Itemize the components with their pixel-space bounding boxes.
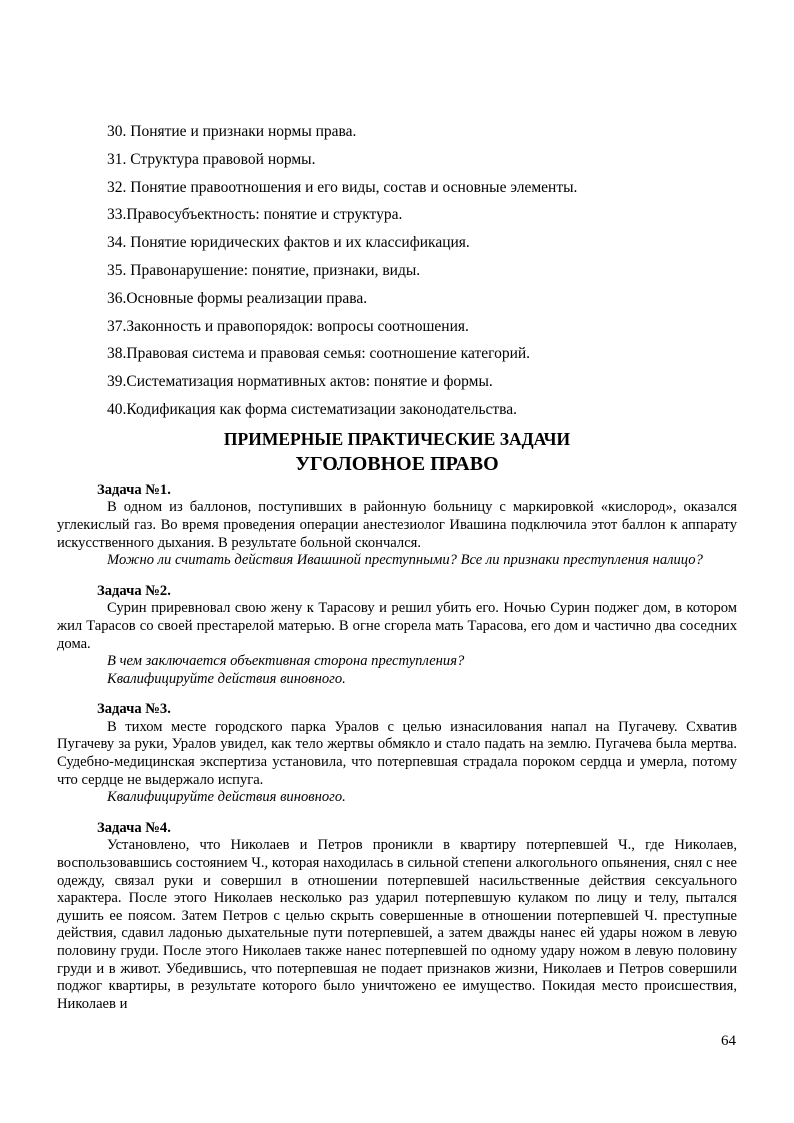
list-item: 38.Правовая система и правовая семья: соотношение категорий. [107,345,531,363]
task-question: В чем заключается объективная сторона преступления? [107,653,465,670]
task-title: Задача №1. [97,481,171,498]
task-question: Квалифицируйте действия виновного. [107,789,346,806]
task-story: Сурин приревновал свою жену к Тарасову и решил убить его. Ночью Сурин поджег дом, в котором жил Тарасов со своей престарелой матерью. В огне сгорела мать Тарасова, его дом и частично два соседних дома. [57,600,737,652]
task-story: В тихом месте городского парка Уралов с целью изнасилования напал на Пугачеву. Схватив Пугачеву за руки, Уралов увидел, как тело жертвы обмякло и стало падать на землю. Пугачева была мертва. Судебно-медицинская экспертиза установила, что потерпевшая страдала пороком сердца и умерла, потому что сердце не выдержало испуга. [57,718,737,788]
task-1 [57,482,737,570]
section-heading: ПРИМЕРНЫЕ ПРАКТИЧЕСКИЕ ЗАДАЧИ [223,428,571,449]
list-item: 30. Понятие и признаки нормы права. [107,123,357,140]
list-item: 32. Понятие правоотношения и его виды, состав и основные элементы. [107,178,578,196]
list-item: 33.Правосубъектность: понятие и структура. [107,206,403,224]
task-story: В одном из баллонов, поступивших в районную больницу с маркировкой «кислород», оказался углекислый газ. Во время проведения операции анестезиолог Ивашина подключила этот баллон к аппарату искусственного дыхания. В результате больной скончался. [57,499,737,551]
questions-list [57,123,737,419]
list-item: 31. Структура правовой нормы. [107,150,316,168]
list-item: 37.Законность и правопорядок: вопросы соотношения. [107,317,469,335]
page-content [57,123,737,1013]
list-item: 40.Кодификация как форма систематизации законодательства. [107,400,518,418]
list-item: 39.Систематизация нормативных актов: понятие и формы. [107,373,493,391]
task-title: Задача №4. [97,819,171,836]
task-4 [57,820,737,1014]
task-title: Задача №3. [97,701,171,718]
task-title: Задача №2. [97,582,171,599]
list-item: 35. Правонарушение: понятие, признаки, виды. [107,261,421,279]
page-number: 64 [721,1033,736,1049]
subsection-heading: УГОЛОВНОЕ ПРАВО [295,452,499,475]
list-item: 34. Понятие юридических фактов и их классификация. [107,234,470,252]
task-2 [57,583,737,689]
list-item: 36.Основные формы реализации права. [107,289,368,307]
task-story: Установлено, что Николаев и Петров проникли в квартиру потерпевшей Ч., где Николаев, воспользовавшись состоянием Ч., которая находилась в сильной степени алкогольного опьянения, снял с нее одежду, связал руки и совершил в отношении потерпевшей насильственные действия сексуального характера. После этого Николаев несколько раз ударил потерпевшую кулаком по лицу и телу, пытался душить ее поясом. Затем Петров с целью скрыть совершенные в отношении потерпевшей Ч. преступные действия, сдавил ладонью дыхательные пути потерпевшей, а затем дважды нанес ей удары ножом в левую половину груди. После этого Николаев также нанес потерпевшей по одному удару ножом в левую половину груди и в живот. Убедившись, что потерпевшая не подает признаков жизни, Николаев и Петров совершили поджог квартиры, в результате которого было уничтожено ее имущество. Покидая место происшествия, Николаев и [57,837,737,1012]
task-3 [57,701,737,807]
task-question: Можно ли считать действия Ивашиной преступными? Все ли признаки преступления налицо? [107,552,703,569]
task-question: Квалифицируйте действия виновного. [107,670,346,687]
